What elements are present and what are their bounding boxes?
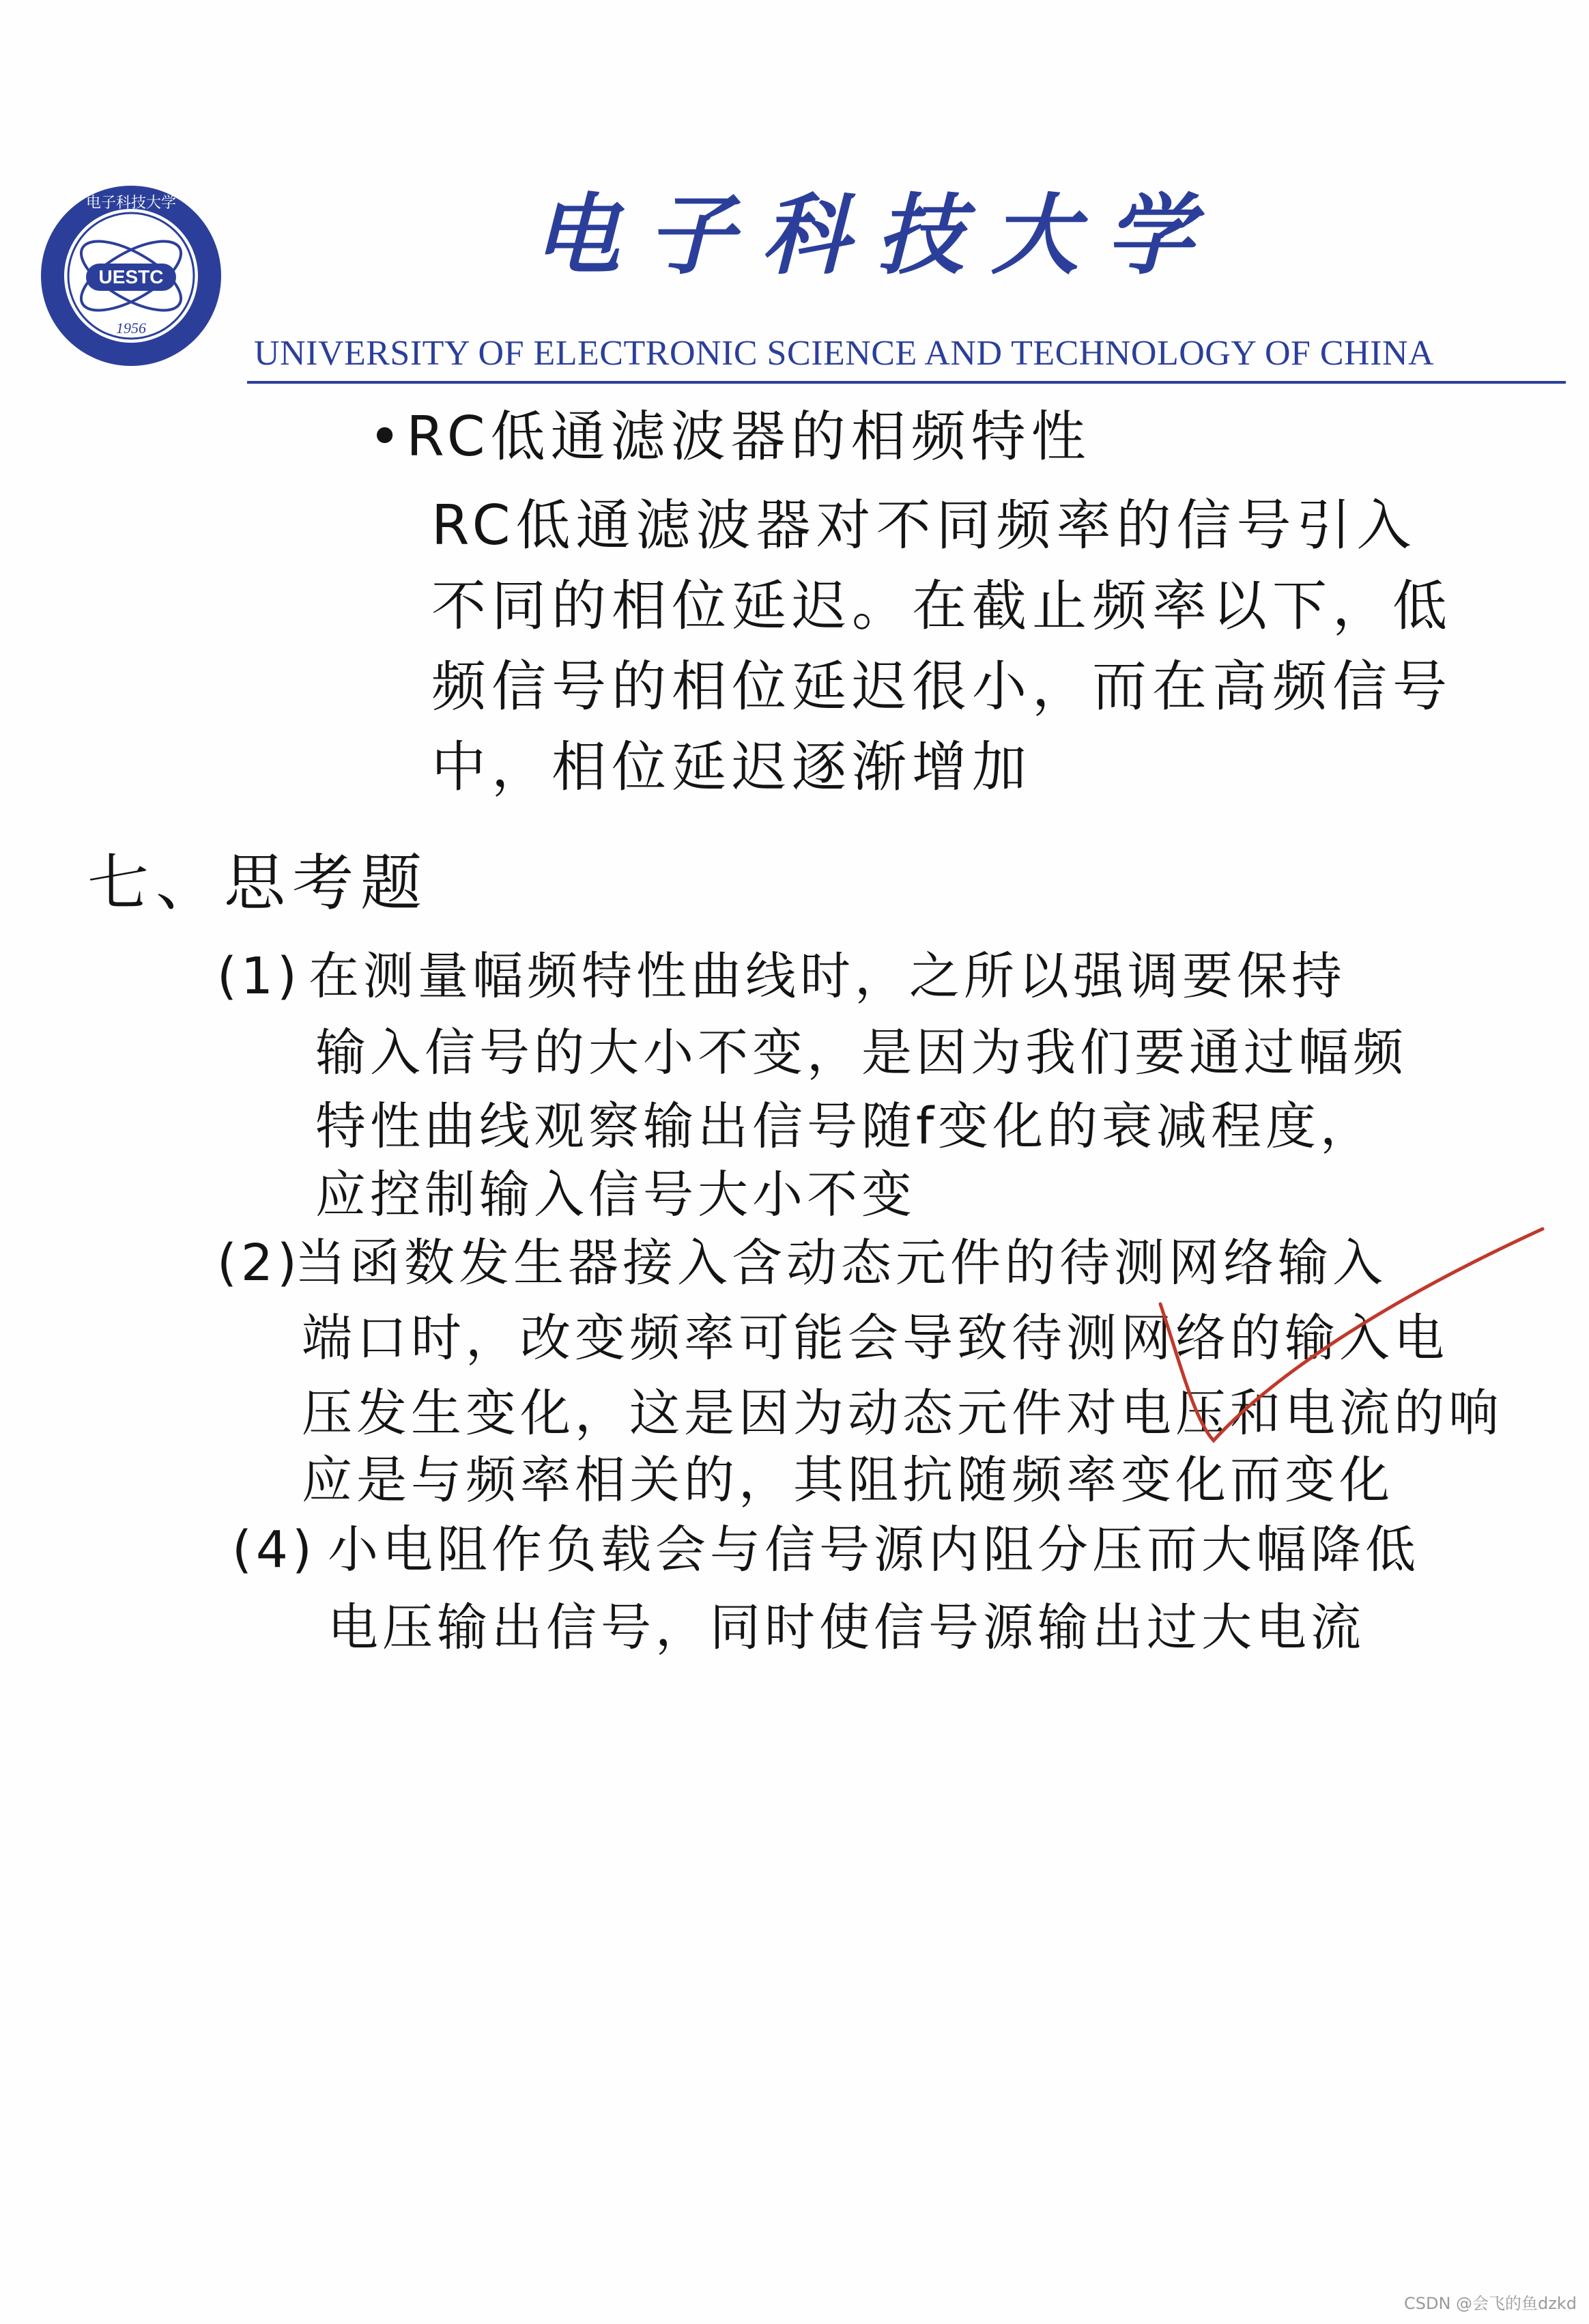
csdn-watermark: CSDN @会飞的鱼dzkd xyxy=(1403,2294,1577,2313)
seal-abbrev: UESTC xyxy=(98,266,164,287)
university-name-en: UNIVERSITY OF ELECTRONIC SCIENCE AND TECHNOLOGY OF CHINA xyxy=(254,334,1435,373)
q2-line-1: 当函数发生器接入含动态元件的待测网络输入 xyxy=(295,1234,1387,1292)
q1-number: (1) xyxy=(217,947,301,1006)
q3-number: (4) xyxy=(232,1520,316,1579)
q1-line-3: 特性曲线观察输出信号随f变化的衰减程度， xyxy=(315,1097,1375,1156)
q2-line-2: 端口时，改变频率可能会导致待测网络的输入电 xyxy=(302,1309,1448,1368)
q2-number: (2) xyxy=(217,1234,301,1292)
rc-line-4: 中，相位延迟逐渐增加 xyxy=(431,735,1032,799)
university-seal-logo xyxy=(38,183,224,369)
rc-line-3: 频信号的相位延迟很小，而在高频信号 xyxy=(431,655,1452,718)
correction-check-mark xyxy=(1133,1222,1556,1447)
rc-section-title: •RC低通滤波器的相频特性 xyxy=(369,405,1091,468)
questions-heading: 七、思考题 xyxy=(87,847,429,919)
rc-line-1: RC低通滤波器对不同频率的信号引入 xyxy=(431,494,1417,557)
q1-line-1: 在测量幅频特性曲线时，之所以强调要保持 xyxy=(309,947,1346,1006)
q1-line-4: 应控制输入信号大小不变 xyxy=(315,1165,916,1224)
university-name-cn: 电子科技大学 xyxy=(532,184,1221,287)
q2-line-4: 应是与频率相关的，其阻抗随频率变化而变化 xyxy=(302,1451,1394,1510)
q2-line-3: 压发生变化，这是因为动态元件对电压和电流的响 xyxy=(302,1384,1503,1443)
q1-line-2: 输入信号的大小不变，是因为我们要通过幅频 xyxy=(315,1023,1407,1082)
seal-year: 1956 xyxy=(116,320,146,337)
rc-line-2: 不同的相位延迟。在截止频率以下，低 xyxy=(431,574,1452,638)
q3-line-1: 小电阻作负载会与信号源内阻分压而大幅降低 xyxy=(328,1520,1420,1579)
header-divider xyxy=(247,381,1566,384)
seal-text: 电子科技大学 xyxy=(85,195,177,212)
q3-line-2: 电压输出信号，同时使信号源输出过大电流 xyxy=(328,1598,1365,1657)
